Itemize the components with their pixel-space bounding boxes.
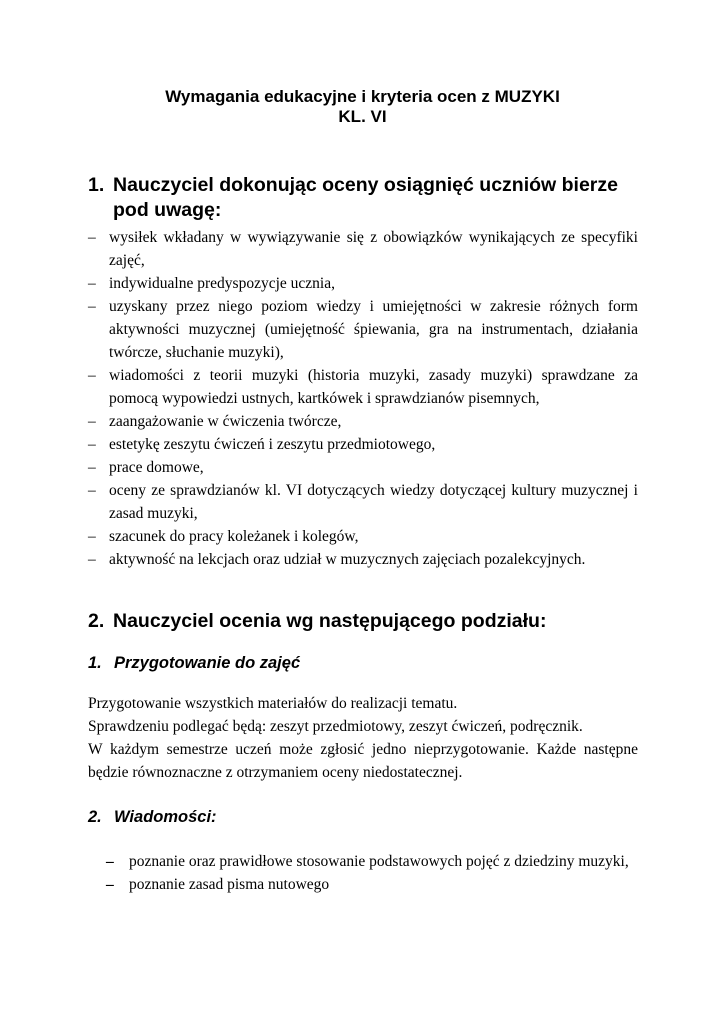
section-1-heading [88,173,658,223]
subsection-1-heading [88,653,648,673]
list-item: – uzyskany przez niego poziom wiedzy i umiejętności w zakresie różnych form aktywności muzycznej (umiejętność śpiewania, gra na instrumentach, działania twórcze, słuchanie muzyki), [88,298,638,361]
list-item: – estetykę zeszytu ćwiczeń i zeszytu przedmiotowego, [88,436,436,453]
subsection-1-text [88,692,638,784]
document-title [80,87,645,127]
list-item: – poznanie zasad pisma nutowego [106,876,330,893]
paragraph-line: Przygotowanie wszystkich materiałów do realizacji tematu. [88,695,458,712]
section-1-number: 1. [88,174,105,196]
paragraph-line: W każdym semestrze uczeń może zgłosić jedno nieprzygotowanie. Każde następne będzie równoznaczne z otrzymaniem oceny niedostatecznej. [88,741,638,781]
subsection-2-list [106,850,638,896]
section-1-list [88,226,638,571]
list-item: – oceny ze sprawdzianów kl. VI dotyczących wiedzy dotyczącej kultury muzycznej i zasad muzyki, [88,482,638,522]
list-item: – poznanie oraz prawidłowe stosowanie podstawowych pojęć z dziedziny muzyki, [106,853,629,870]
subsection-1-heading-text: Przygotowanie do zajęć [114,654,301,672]
title-line-1: Wymagania edukacyjne i kryteria ocen z MUZYKI [165,87,560,106]
list-item: – indywidualne predyspozycje ucznia, [88,275,335,292]
section-2-heading-text: Nauczyciel ocenia wg następującego podziału: [113,610,547,632]
subsection-2-heading [88,807,648,827]
list-item: – zaangażowanie w ćwiczenia twórcze, [88,413,342,430]
subsection-2-heading-text: Wiadomości: [114,808,217,826]
section-1-heading-text: Nauczyciel dokonując oceny osiągnięć uczniów bierze pod uwagę: [113,174,618,221]
section-2-number: 2. [88,610,105,632]
list-item: – aktywność na lekcjach oraz udział w muzycznych zajęciach pozalekcyjnych. [88,551,586,568]
title-line-2: KL. VI [338,107,387,126]
list-item: – wiadomości z teorii muzyki (historia muzyki, zasady muzyki) sprawdzane za pomocą wypowiedzi ustnych, kartkówek i sprawdzianów pisemnych, [88,367,638,407]
list-item: – szacunek do pracy koleżanek i kolegów, [88,528,359,545]
list-item: – wysiłek wkładany w wywiązywanie się z obowiązków wynikających ze specyfiki zajęć, [88,229,638,269]
section-2-heading [88,609,658,634]
list-item: – prace domowe, [88,459,204,476]
subsection-2-number: 2. [88,808,102,826]
subsection-1-number: 1. [88,654,102,672]
paragraph-line: Sprawdzeniu podlegać będą: zeszyt przedmiotowy, zeszyt ćwiczeń, podręcznik. [88,718,583,735]
